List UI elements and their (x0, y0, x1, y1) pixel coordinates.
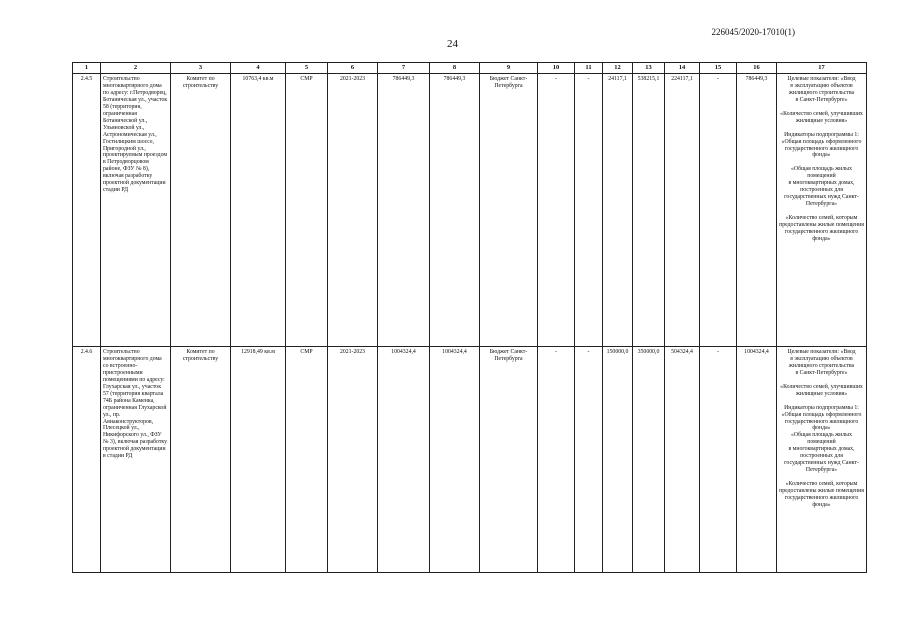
value-col-15: - (700, 74, 737, 347)
column-header: 9 (480, 63, 538, 74)
document-code: 226045/2020-17010(1) (711, 27, 795, 37)
indicators: Целевые показатели: «Ввод в эксплуатацию объектов жилищного строительства в Санкт-Петербурге» «Количество семей, улучшивших жилищные условия» Индикаторы подпрограммы 1: «Общая площадь оформленного государственного жилищного фонда» «Общая площадь жилых помещений в многоквартирных домах, построенных для государственных нужд Санкт-Петербурга» «Количество семей, которым предоставлены жилые помещения государственного жилищного фонда» (777, 74, 867, 347)
funding-source: Бюджет Санкт-Петербурга (480, 74, 538, 347)
column-header: 14 (665, 63, 700, 74)
value-col-13: 350000,0 (633, 347, 665, 573)
column-header: 15 (700, 63, 737, 74)
object-name: Строительство многоквартирного дома со встроенно-пристроенными помещениями по адресу: Глухарская ул., участок 57 (территория квартала 74Б района Каменка, ограниченная Глухарской ул., пр. Авиаконструкторов, Плесецкой ул., Никифорского ул., ФЗУ № 3), включая разработку проектной документации в стадии РД (101, 347, 171, 573)
capacity: 12918,49 кв.м (231, 347, 286, 573)
value-col-16: 1004324,4 (737, 347, 777, 573)
work-type: СМР (286, 347, 328, 573)
value-col-10: - (538, 74, 575, 347)
column-header: 1 (73, 63, 101, 74)
column-header: 7 (378, 63, 430, 74)
value-col-12: 24117,1 (603, 74, 633, 347)
period: 2021-2023 (328, 347, 378, 573)
page-number: 24 (447, 38, 458, 50)
column-header: 4 (231, 63, 286, 74)
value-col-11: - (575, 347, 603, 573)
column-header: 6 (328, 63, 378, 74)
total-cost: 1004324,4 (378, 347, 430, 573)
total-cost: 786449,3 (378, 74, 430, 347)
program-table (72, 62, 867, 573)
column-header: 8 (430, 63, 480, 74)
column-header: 10 (538, 63, 575, 74)
value-col-12: 150000,0 (603, 347, 633, 573)
column-header: 12 (603, 63, 633, 74)
value-col-13: 538215,1 (633, 74, 665, 347)
column-header: 13 (633, 63, 665, 74)
column-header: 16 (737, 63, 777, 74)
capacity: 10763,4 кв.м (231, 74, 286, 347)
object-name: Строительство многоквартирного дома по адресу: г.Петродворец, Ботаническая ул., участок 58 (территория, ограниченная Ботанической ул., Ульяновской ул., Астрономическая ул., Гостилицким шоссе, Пригородной ул., проектируемым проездом в Петродворцовом районе, ФЗУ № 8), включая разработку проектной документации стадии РД (101, 74, 171, 347)
value-col-15: - (700, 347, 737, 573)
value-col-10: - (538, 347, 575, 573)
period: 2021-2023 (328, 74, 378, 347)
row-number: 2.4.5 (73, 74, 101, 347)
column-header: 2 (101, 63, 171, 74)
funding-source: Бюджет Санкт-Петербурга (480, 347, 538, 573)
executor: Комитет по строительству (171, 347, 231, 573)
column-header-row (73, 63, 867, 74)
value-col-11: - (575, 74, 603, 347)
total-cost-program: 1004324,4 (430, 347, 480, 573)
table-row (73, 347, 867, 573)
value-col-14: 224117,1 (665, 74, 700, 347)
value-col-16: 786449,3 (737, 74, 777, 347)
table-row (73, 74, 867, 347)
column-header: 17 (777, 63, 867, 74)
indicators: Целевые показатели: «Ввод в эксплуатацию объектов жилищного строительства в Санкт-Петербурге» «Количество семей, улучшивших жилищные условия» Индикаторы подпрограммы 1: «Общая площадь оформленного государственного жилищного фонда» «Общая площадь жилых помещений в многоквартирных домах, построенных для государственных нужд Санкт-Петербурга» «Количество семей, которым предоставлены жилые помещения государственного жилищного фонда» (777, 347, 867, 573)
value-col-14: 504324,4 (665, 347, 700, 573)
total-cost-program: 786449,3 (430, 74, 480, 347)
column-header: 5 (286, 63, 328, 74)
column-header: 3 (171, 63, 231, 74)
executor: Комитет по строительству (171, 74, 231, 347)
work-type: СМР (286, 74, 328, 347)
row-number: 2.4.6 (73, 347, 101, 573)
column-header: 11 (575, 63, 603, 74)
